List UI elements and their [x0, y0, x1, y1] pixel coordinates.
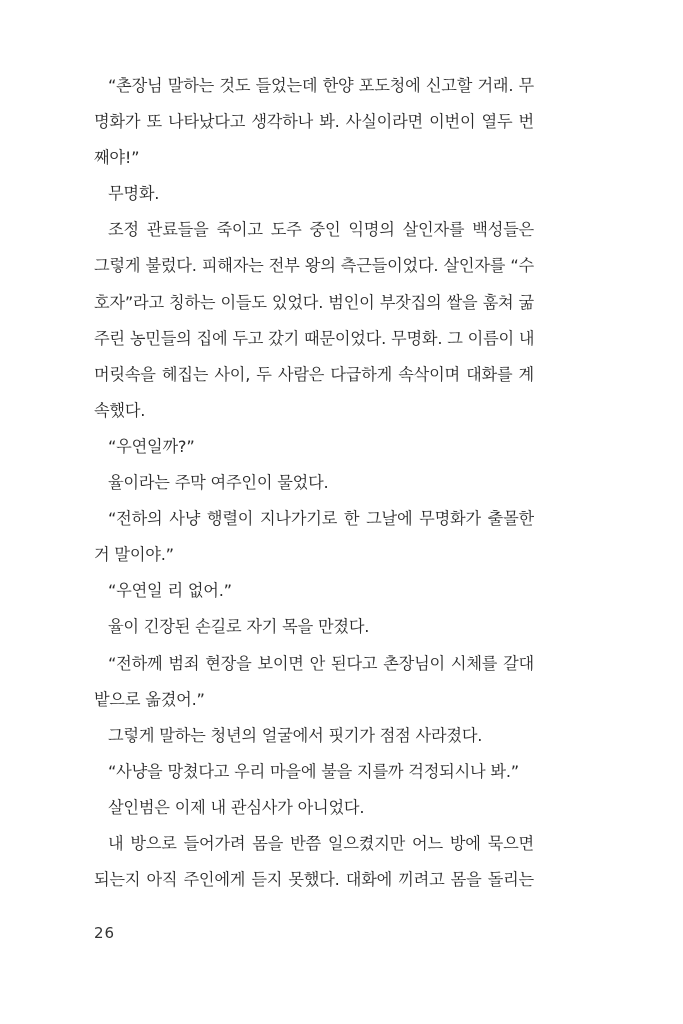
- text-line: “전하께 범죄 현장을 보이면 안 된다고 촌장님이 시체를 갈대: [108, 653, 534, 673]
- text-line: 밭으로 옮겼어.”: [94, 689, 205, 709]
- text-line: 되는지 아직 주인에게 듣지 못했다. 대화에 끼려고 몸을 돌리는: [94, 870, 534, 890]
- text-line: “전하의 사냥 행렬이 지나가기로 한 그날에 무명화가 출몰한: [108, 509, 534, 529]
- text-line: 그렇게 불렀다. 피해자는 전부 왕의 측근들이었다. 살인자를 “수: [94, 256, 534, 276]
- text-line: 속했다.: [94, 400, 146, 420]
- text-line: 무명화.: [108, 184, 160, 204]
- text-line: 머릿속을 헤집는 사이, 두 사람은 다급하게 속삭이며 대화를 계: [94, 364, 534, 384]
- text-line: 주린 농민들의 집에 두고 갔기 때문이었다. 무명화. 그 이름이 내: [94, 328, 535, 348]
- text-line: “촌장님 말하는 것도 들었는데 한양 포도청에 신고할 거래. 무: [108, 76, 534, 95]
- text-line: “우연일 리 없어.”: [108, 581, 232, 601]
- text-line: 명화가 또 나타났다고 생각하나 봐. 사실이라면 이번이 열두 번: [94, 112, 534, 132]
- text-line: 거 말이야.”: [94, 545, 174, 565]
- text-line: 조정 관료들을 죽이고 도주 중인 익명의 살인자를 백성들은: [108, 220, 534, 240]
- text-line: 째야!”: [94, 148, 140, 168]
- text-line: 율이라는 주막 여주인이 물었다.: [108, 473, 329, 493]
- text-line: 호자”라고 칭하는 이들도 있었다. 범인이 부잣집의 쌀을 훔쳐 굶: [94, 292, 534, 312]
- text-line: 살인범은 이제 내 관심사가 아니었다.: [108, 797, 365, 817]
- text-line: 내 방으로 들어가려 몸을 반쯤 일으켰지만 어느 방에 묵으면: [108, 833, 534, 853]
- text-line: 율이 긴장된 손길로 자기 목을 만졌다.: [108, 617, 370, 637]
- book-page-body: [94, 68, 534, 898]
- page-number: 26: [94, 924, 116, 942]
- text-line: “우연일까?”: [108, 436, 195, 456]
- text-line: 그렇게 말하는 청년의 얼굴에서 핏기가 점점 사라졌다.: [108, 725, 483, 745]
- text-line: “사냥을 망쳤다고 우리 마을에 불을 지를까 걱정되시나 봐.”: [108, 761, 519, 781]
